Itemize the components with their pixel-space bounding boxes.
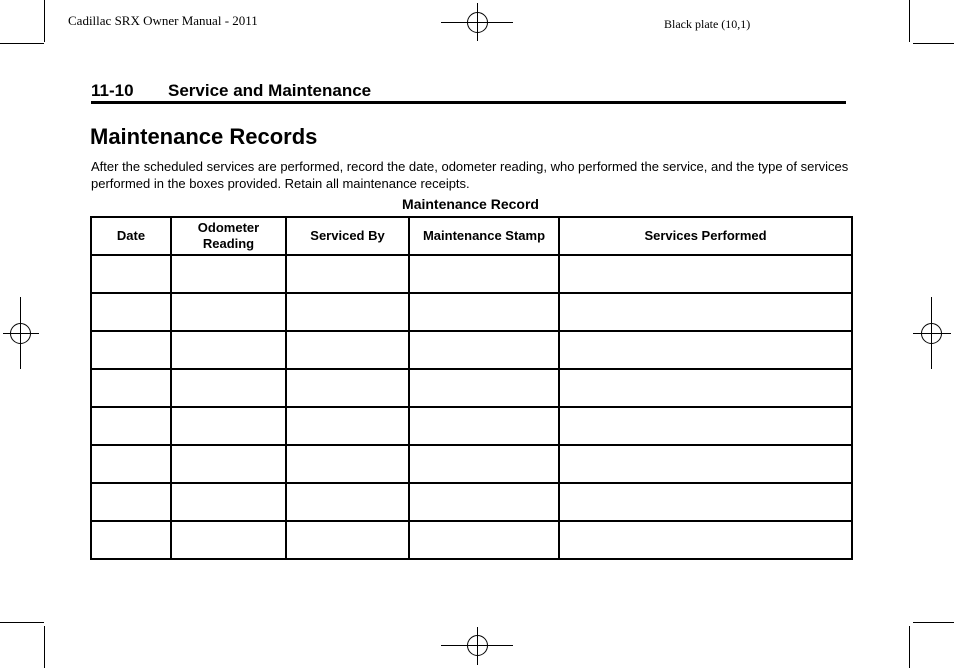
table-row bbox=[91, 407, 852, 445]
table-cell bbox=[286, 369, 409, 407]
column-header-odometer-reading: Odometer Reading bbox=[171, 217, 286, 255]
table-cell bbox=[91, 255, 171, 293]
manual-title-header: Cadillac SRX Owner Manual - 2011 bbox=[68, 13, 258, 28]
table-cell bbox=[286, 293, 409, 331]
table-cell bbox=[91, 445, 171, 483]
table-cell bbox=[91, 407, 171, 445]
crop-mark-top-left-horizontal bbox=[0, 43, 44, 44]
section-heading bbox=[91, 80, 846, 102]
table-row bbox=[91, 445, 852, 483]
crop-mark-top-right-vertical bbox=[909, 0, 910, 42]
table-row bbox=[91, 483, 852, 521]
column-header-date: Date bbox=[91, 217, 171, 255]
table-cell bbox=[559, 445, 852, 483]
page-number: 11-10 bbox=[91, 81, 134, 100]
table-cell bbox=[286, 331, 409, 369]
table-cell bbox=[409, 483, 559, 521]
column-header-maintenance-stamp: Maintenance Stamp bbox=[409, 217, 559, 255]
table-cell bbox=[171, 521, 286, 559]
table-row bbox=[91, 521, 852, 559]
maintenance-record-table bbox=[90, 216, 853, 560]
table-cell bbox=[91, 483, 171, 521]
table-cell bbox=[286, 483, 409, 521]
table-cell bbox=[91, 293, 171, 331]
table-cell bbox=[559, 331, 852, 369]
crop-mark-bottom-left-horizontal bbox=[0, 622, 44, 623]
table-cell bbox=[91, 521, 171, 559]
table-cell bbox=[409, 369, 559, 407]
table-cell bbox=[91, 331, 171, 369]
table-header-row bbox=[91, 217, 852, 255]
table-cell bbox=[171, 255, 286, 293]
section-divider bbox=[91, 101, 846, 104]
table-cell bbox=[171, 369, 286, 407]
table-cell bbox=[286, 407, 409, 445]
table-cell bbox=[409, 445, 559, 483]
crop-mark-top-right-horizontal bbox=[913, 43, 954, 44]
table-cell bbox=[171, 293, 286, 331]
page-title: Maintenance Records bbox=[90, 124, 318, 149]
table-cell bbox=[409, 407, 559, 445]
table-row bbox=[91, 331, 852, 369]
table-cell bbox=[171, 483, 286, 521]
table-cell bbox=[171, 331, 286, 369]
column-header-serviced-by: Serviced By bbox=[286, 217, 409, 255]
plate-label-header: Black plate (10,1) bbox=[664, 17, 751, 31]
table-cell bbox=[171, 445, 286, 483]
column-header-services-performed: Services Performed bbox=[559, 217, 852, 255]
table-row bbox=[91, 293, 852, 331]
crop-mark-top-left-vertical bbox=[44, 0, 45, 42]
table-cell bbox=[559, 483, 852, 521]
table-cell bbox=[559, 255, 852, 293]
table-cell bbox=[559, 293, 852, 331]
crop-mark-bottom-right-horizontal bbox=[913, 622, 954, 623]
crop-mark-bottom-left-vertical bbox=[44, 626, 45, 668]
table-caption: Maintenance Record bbox=[402, 196, 539, 212]
intro-paragraph: After the scheduled services are performed, record the date, odometer reading, who performed the service, and the type of services performed in the boxes provided. Retain all maintenance receipts. bbox=[91, 159, 849, 191]
table-row bbox=[91, 369, 852, 407]
table-cell bbox=[559, 407, 852, 445]
table-cell bbox=[286, 521, 409, 559]
crop-mark-bottom-right-vertical bbox=[909, 626, 910, 668]
table-cell bbox=[286, 255, 409, 293]
table-cell bbox=[559, 369, 852, 407]
section-title: Service and Maintenance bbox=[168, 81, 372, 100]
table-cell bbox=[409, 255, 559, 293]
table-cell bbox=[409, 293, 559, 331]
table-cell bbox=[559, 521, 852, 559]
table-cell bbox=[286, 445, 409, 483]
table-cell bbox=[409, 521, 559, 559]
table-cell bbox=[171, 407, 286, 445]
table-cell bbox=[91, 369, 171, 407]
table-cell bbox=[409, 331, 559, 369]
table-row bbox=[91, 255, 852, 293]
